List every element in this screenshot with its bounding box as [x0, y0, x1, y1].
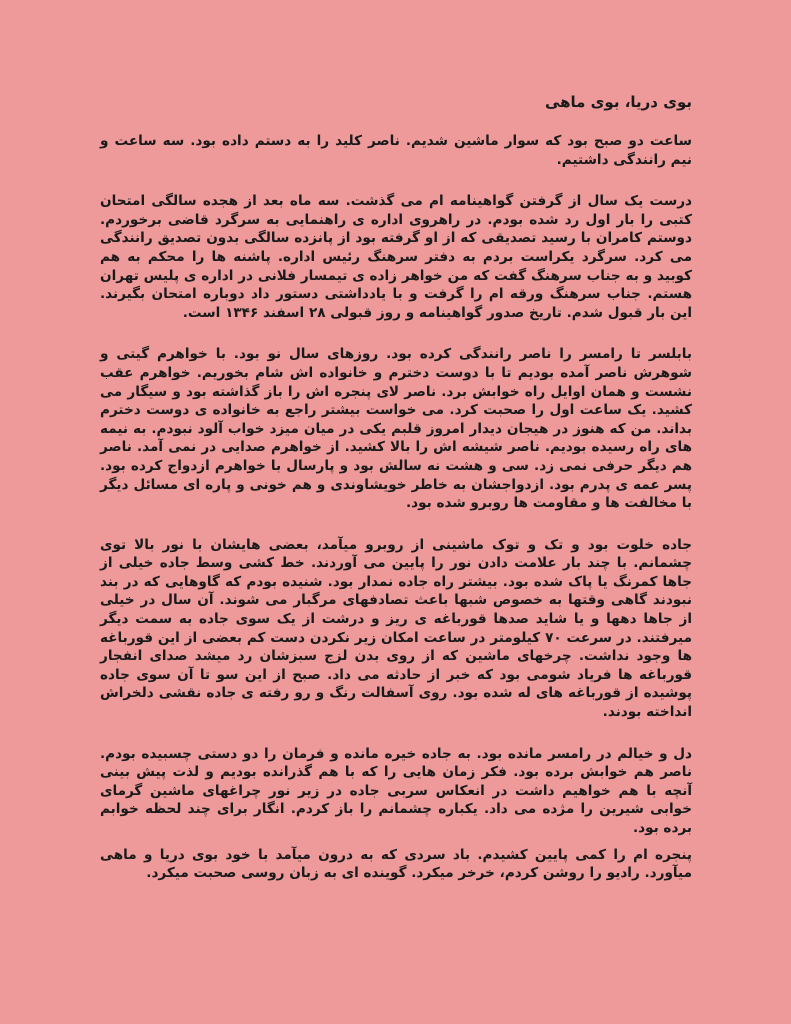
paragraph-4: جاده خلوت بود و تک و توک ماشینی از روبرو میآمد، بعضی هایشان با نور بالا توی چشمانم. با چند بار علامت دادن نور را پایین می آوردند. خط کشی وسط جاده خیلی از جاها کمرنگ یا پاک شده بود. بیشتر راه جاده نمدار بود. شنیده بودم که گاوهایی که در بند نبودند گاهی وقتها به خصوص شبها باعث تصادفهای مرگبار می شوند. آن سال در خیلی از جاها دهها و یا شاید صدها قورباغه ی ریز و درشت از یک سوی جاده به سمت دیگر میرفتند. در سرعت ۷۰ کیلومتر در ساعت امکان زیر نکردن دست کم بعضی از این قورباغه ها وجود نداشت. چرخهای ماشین که از روی بدن لزج سبزشان رد میشد صدای انفجار قورباغه ها فریاد شومی بود که خبر از حادثه می داد. صبح از این سو تا آن سوی جاده پوشیده از قورباغه های له شده بود. روی آسفالت رنگ و رو رفته ی جاده نقشی دلخراش انداخته بودند.: [100, 536, 692, 721]
paragraph-1: ساعت دو صبح بود که سوار ماشین شدیم. ناصر کلید را به دستم داده بود. سه ساعت و نیم رانندگی داشتیم.: [100, 133, 692, 168]
paragraph-3: بابلسر تا رامسر را ناصر رانندگی کرده بود. روزهای سال نو بود. با خواهرم گیتی و شوهرش ناصر آمده بودیم تا با دوست دخترم و خانواده اش شام بخوریم. خواهرم عقب نشست و همان اوایل راه خوابش برد. ناصر لای پنجره اش را باز گذاشته بود و سیگار می کشید. یک ساعت اول را صحبت کرد. می خواست بیشتر راجع به خانواده ی دوست دخترم بداند. من که هنوز در هیجان دیدار امروز قلبم یکی در میان میزد خواب آلود نبودم. به نیمه های راه رسیده بودیم. ناصر شیشه اش را بالا کشید. از خواهرم صدایی در نمی آمد. ناصر هم دیگر حرفی نمی زد. سی و هشت نه سالش بود و پارسال با خواهرم ازدواج کرده بود. پسر عمه ی پدرم بود. ازدواجشان به خاطر خویشاوندی و هم خونی و پاره ای مسائل دیگر با مخالفت ها و مقاومت ها روبرو شده بود.: [100, 346, 692, 512]
document-title: بوی دریا، بوی ماهی: [544, 93, 692, 111]
document-page: [100, 92, 692, 906]
paragraph-5: دل و خیالم در رامسر مانده بود. به جاده خیره مانده و فرمان را دو دستی چسبیده بودم. ناصر هم خوابش برده بود. فکر زمان هایی را که با هم گذرانده بودیم و لذت پیش بینی آنچه با هم خواهیم داشت در انعکاس سربی جاده در زیر نور چراغهای ماشین گرمای خوابی شیرین را مژده می داد. یکباره چشمانم را باز کردم. انگار برای چند لحظه خوابم برده بود.: [100, 745, 692, 836]
paragraph-2: درست یک سال از گرفتن گواهینامه ام می گذشت. سه ماه بعد از هجده سالگی امتحان کتبی را بار اول رد شده بودم. در راهروی اداره ی راهنمایی به سرگرد قاضی برخوردم. دوستم کامران با رسید تصدیقی که از او گرفته بود از پانزده سالگی بدون تصدیق رانندگی می کرد. سرگرد یکراست بردم به دفتر سرهنگ رئیس اداره. پاشنه ها را محکم به هم کوبید و به جناب سرهنگ گفت که من خواهر زاده ی تیمسار فلانی در اداره ی پلیس تهران هستم. جناب سرهنگ ورقه ام را گرفت و با یادداشتی دستور داد دوباره امتحان بگیرند. این بار قبول شدم. تاریخ صدور گواهینامه و روز قبولی ۲۸ اسفند ۱۳۴۶ است.: [100, 193, 692, 321]
paragraph-6: پنجره ام را کمی پایین کشیدم. باد سردی که به درون میآمد با خود بوی دریا و ماهی میآورد. رادیو را روشن کردم، خرخر میکرد. گوینده ای به زبان روسی صحبت میکرد.: [100, 846, 692, 882]
